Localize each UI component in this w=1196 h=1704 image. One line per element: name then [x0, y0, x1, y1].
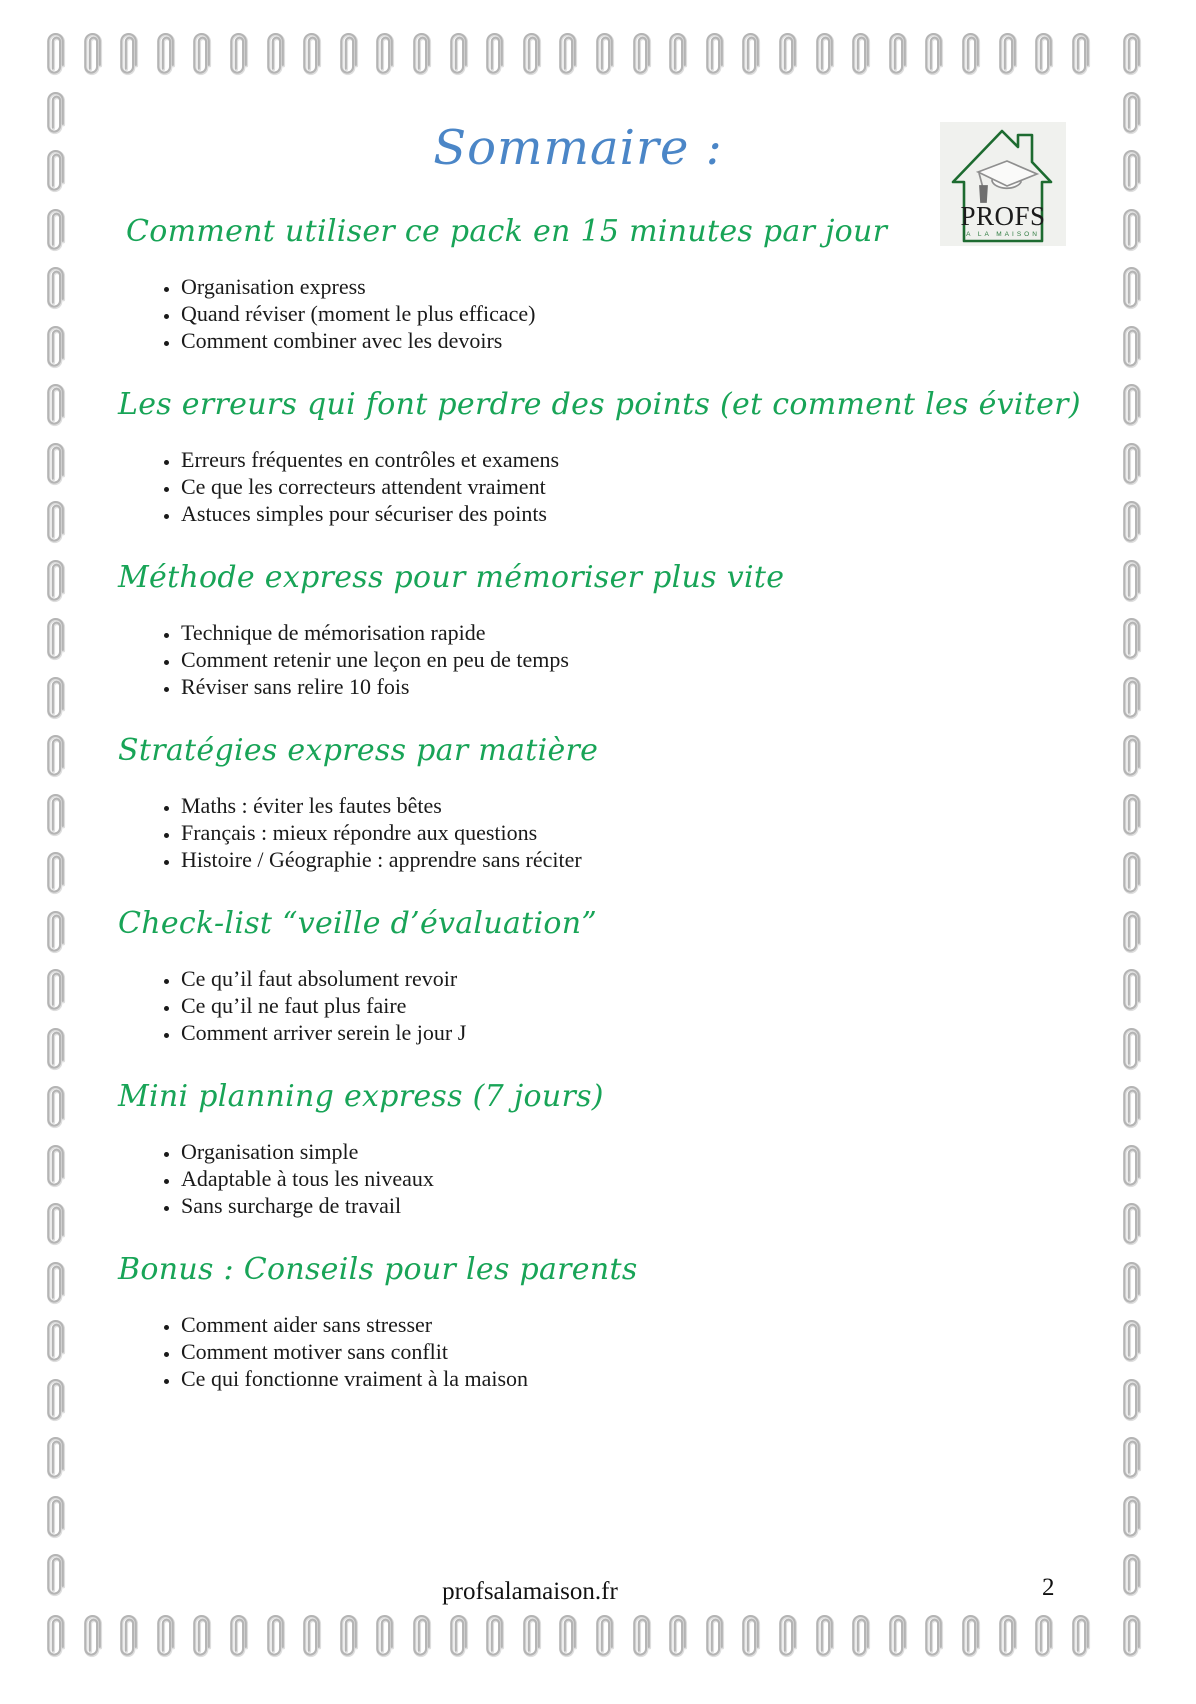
paperclip-icon [46, 28, 66, 80]
paperclip-icon [1122, 1198, 1142, 1250]
paperclip-icon [924, 28, 944, 80]
toc-list [118, 273, 1056, 354]
section-heading: Stratégies express par matière [118, 733, 599, 768]
paperclip-icon [1122, 906, 1142, 958]
paperclip-icon [46, 789, 66, 841]
section-heading: Bonus : Conseils pour les parents [118, 1252, 638, 1287]
paperclip-icon [1122, 262, 1142, 314]
paperclip-icon [1122, 204, 1142, 256]
toc-item: • Ce qu’il faut absolument revoir [181, 965, 1056, 992]
toc-item: • Ce qu’il ne faut plus faire [181, 992, 1056, 1019]
paperclip-icon [46, 672, 66, 724]
toc-item: • Réviser sans relire 10 fois [181, 673, 1056, 700]
paperclip-icon [961, 1610, 981, 1662]
toc-list [118, 619, 1056, 700]
paperclip-icon [998, 28, 1018, 80]
toc-item: • Organisation express [181, 273, 1056, 300]
toc-section [118, 1248, 1056, 1392]
paperclip-icon [1122, 1023, 1142, 1075]
paperclip-icon [1122, 1491, 1142, 1543]
paperclip-icon [46, 964, 66, 1016]
paperclip-icon [449, 28, 469, 80]
paperclip-icon [192, 1610, 212, 1662]
paperclip-icon [741, 1610, 761, 1662]
paperclip-icon [46, 321, 66, 373]
toc-item: • Comment arriver serein le jour J [181, 1019, 1056, 1046]
paperclip-icon [46, 496, 66, 548]
paperclip-icon [339, 28, 359, 80]
paperclip-icon [595, 1610, 615, 1662]
paperclip-icon [46, 1315, 66, 1367]
paperclip-icon [1122, 613, 1142, 665]
paperclip-icon [302, 1610, 322, 1662]
paperclip-icon [815, 1610, 835, 1662]
toc-list [118, 965, 1056, 1046]
toc-section [118, 902, 1056, 1046]
paperclip-icon [485, 28, 505, 80]
paperclip-icon [1071, 28, 1091, 80]
toc-list [118, 446, 1056, 527]
paperclip-icon [1122, 1140, 1142, 1192]
paperclip-icon [632, 28, 652, 80]
paperclip-icon [851, 1610, 871, 1662]
paperclip-icon [888, 1610, 908, 1662]
toc-item: • Histoire / Géographie : apprendre sans réciter [181, 846, 1056, 873]
toc-item: • Maths : éviter les fautes bêtes [181, 792, 1056, 819]
paperclip-icon [46, 379, 66, 431]
paperclip-icon [558, 28, 578, 80]
paperclip-icon [302, 28, 322, 80]
paperclip-icon [1122, 87, 1142, 139]
paperclip-icon [1122, 438, 1142, 490]
paperclip-icon [46, 1432, 66, 1484]
paperclip-icon [632, 1610, 652, 1662]
page-title: Sommaire : [433, 120, 723, 176]
toc-item: • Ce qui fonctionne vraiment à la maison [181, 1365, 1056, 1392]
toc-section [118, 729, 1056, 873]
toc-item: • Quand réviser (moment le plus efficace) [181, 300, 1056, 327]
toc-item: • Technique de mémorisation rapide [181, 619, 1056, 646]
paperclip-icon [668, 1610, 688, 1662]
toc-item: • Comment motiver sans conflit [181, 1338, 1056, 1365]
toc-item: • Erreurs fréquentes en contrôles et examens [181, 446, 1056, 473]
paperclip-icon [46, 145, 66, 197]
section-heading: Mini planning express (7 jours) [118, 1079, 604, 1114]
paperclip-icon [1122, 789, 1142, 841]
paperclip-icon [266, 1610, 286, 1662]
paperclip-icon [778, 1610, 798, 1662]
paperclip-icon [998, 1610, 1018, 1662]
paperclip-icon [741, 28, 761, 80]
logo-subtitle: A LA MAISON [966, 231, 1040, 238]
paperclip-icon [339, 1610, 359, 1662]
paperclip-icon [522, 28, 542, 80]
paperclip-icon [83, 1610, 103, 1662]
paperclip-icon [192, 28, 212, 80]
toc-item: • Sans surcharge de travail [181, 1192, 1056, 1219]
paperclip-icon [46, 438, 66, 490]
paperclip-icon [46, 613, 66, 665]
page-number: 2 [1042, 1574, 1055, 1601]
paperclip-icon [815, 28, 835, 80]
paperclip-icon [595, 28, 615, 80]
paperclip-icon [1122, 555, 1142, 607]
toc-item: • Comment combiner avec les devoirs [181, 327, 1056, 354]
paperclip-icon [851, 28, 871, 80]
toc-item: • Astuces simples pour sécuriser des points [181, 500, 1056, 527]
paperclip-icon [83, 28, 103, 80]
paperclip-icon [961, 28, 981, 80]
toc-section [118, 556, 1056, 700]
paperclip-icon [522, 1610, 542, 1662]
toc-item: • Comment retenir une leçon en peu de temps [181, 646, 1056, 673]
paperclip-icon [485, 1610, 505, 1662]
paperclip-icon [266, 28, 286, 80]
paperclip-icon [119, 1610, 139, 1662]
paperclip-icon [1122, 321, 1142, 373]
paperclip-icon [1122, 1432, 1142, 1484]
paperclip-icon [46, 1140, 66, 1192]
paperclip-icon [1034, 28, 1054, 80]
paperclip-icon [46, 1610, 66, 1662]
toc-item: • Ce que les correcteurs attendent vraiment [181, 473, 1056, 500]
toc-list [118, 792, 1056, 873]
paperclip-icon [229, 28, 249, 80]
paperclip-icon [1122, 1081, 1142, 1133]
paperclip-icon [1122, 730, 1142, 782]
toc-item: • Français : mieux répondre aux questions [181, 819, 1056, 846]
toc-list [118, 1138, 1056, 1219]
paperclip-icon [888, 28, 908, 80]
paperclip-icon [46, 262, 66, 314]
paperclip-icon [449, 1610, 469, 1662]
paperclip-icon [1122, 1374, 1142, 1426]
toc-section [118, 210, 1056, 354]
paperclip-icon [778, 28, 798, 80]
paperclip-icon [1034, 1610, 1054, 1662]
paperclip-icon [1122, 496, 1142, 548]
paperclip-icon [46, 1374, 66, 1426]
paperclip-icon [46, 1491, 66, 1543]
paperclip-icon [46, 555, 66, 607]
toc-item: • Comment aider sans stresser [181, 1311, 1056, 1338]
paperclip-icon [46, 1023, 66, 1075]
paperclip-icon [46, 1081, 66, 1133]
logo-name: PROFS [960, 201, 1046, 231]
paperclip-icon [46, 847, 66, 899]
paperclip-icon [229, 1610, 249, 1662]
section-heading: Méthode express pour mémoriser plus vite [118, 560, 785, 595]
paperclip-icon [558, 1610, 578, 1662]
toc-section [118, 383, 1081, 527]
paperclip-icon [1071, 1610, 1091, 1662]
paperclip-icon [156, 1610, 176, 1662]
toc-item: • Adaptable à tous les niveaux [181, 1165, 1056, 1192]
paperclip-icon [1122, 28, 1142, 80]
section-heading: Les erreurs qui font perdre des points (et comment les éviter) [118, 387, 1081, 422]
paperclip-icon [1122, 145, 1142, 197]
paperclip-icon [1122, 1315, 1142, 1367]
paperclip-icon [46, 730, 66, 782]
paperclip-icon [375, 28, 395, 80]
toc-section [118, 1075, 1056, 1219]
paperclip-icon [1122, 672, 1142, 724]
paperclip-icon [1122, 379, 1142, 431]
paperclip-icon [1122, 847, 1142, 899]
paperclip-icon [46, 1198, 66, 1250]
paperclip-icon [156, 28, 176, 80]
paperclip-icon [412, 28, 432, 80]
paperclip-icon [705, 28, 725, 80]
paperclip-icon [1122, 1610, 1142, 1662]
section-heading: Check-list “veille d’évaluation” [118, 906, 598, 941]
paperclip-icon [412, 1610, 432, 1662]
paperclip-icon [924, 1610, 944, 1662]
paperclip-icon [46, 1257, 66, 1309]
paperclip-icon [1122, 1257, 1142, 1309]
paperclip-icon [668, 28, 688, 80]
paperclip-icon [1122, 1549, 1142, 1601]
paperclip-icon [46, 204, 66, 256]
paperclip-icon [375, 1610, 395, 1662]
paperclip-icon [46, 87, 66, 139]
section-heading: Comment utiliser ce pack en 15 minutes par jour [126, 214, 888, 249]
paperclip-icon [119, 28, 139, 80]
toc-item: • Organisation simple [181, 1138, 1056, 1165]
paperclip-icon [46, 906, 66, 958]
footer-site-text: profsalamaison.fr [442, 1578, 618, 1605]
toc-list [118, 1311, 1056, 1392]
paperclip-icon [1122, 964, 1142, 1016]
paperclip-icon [705, 1610, 725, 1662]
